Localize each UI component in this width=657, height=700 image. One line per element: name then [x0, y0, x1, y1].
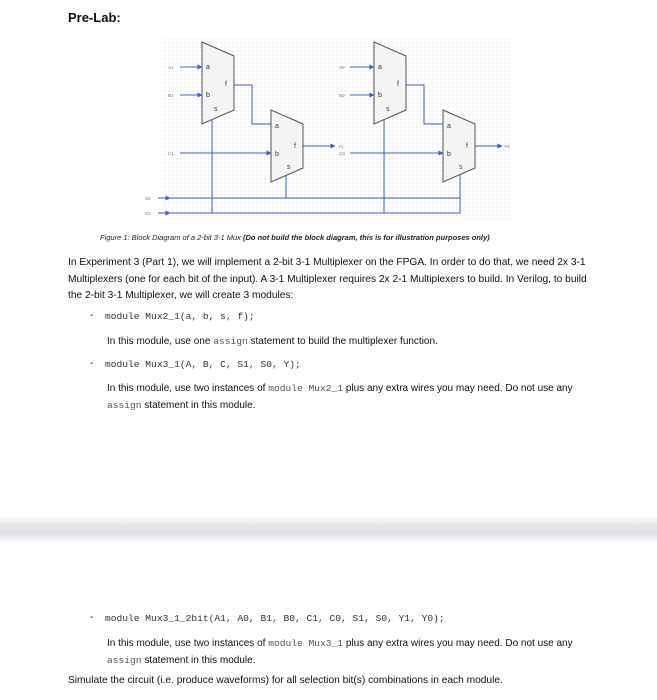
module-mux3-1-2bit-signature: module Mux3_1_2bit(A1, A0, B1, B0, C1, C0, S1, S0, Y1, Y0);: [105, 613, 445, 624]
port-label-s: s: [287, 164, 291, 171]
signal-label-c1: C1: [168, 151, 174, 156]
port-label-b: b: [447, 151, 451, 158]
port-label-s: s: [386, 106, 390, 113]
signal-label-c0: C0: [339, 151, 345, 156]
signal-label-s0: S0: [145, 196, 151, 201]
desc-text: plus any extra wires you may need. Do not use any: [343, 638, 573, 649]
caption-note: (Do not build the block diagram, this is for illustration purposes only): [242, 233, 490, 242]
mux2-1-block: [202, 42, 234, 124]
desc-code: module Mux3_1: [268, 638, 344, 649]
signal-label-y1: Y1: [338, 144, 344, 149]
caption-prefix: Figure 1: Block Diagram of a 2-bit 3-1 Mux: [100, 233, 243, 242]
block-diagram: [140, 30, 520, 226]
signal-label-y0: Y0: [504, 144, 510, 149]
desc-text: In this module, use one: [107, 336, 214, 347]
figure-caption: [100, 233, 490, 242]
signal-label-b1: B1: [168, 93, 174, 98]
intro-paragraph: In Experiment 3 (Part 1), we will implement a 2-bit 3-1 Multiplexer on the FPGA. In order to do that, we need 2x 3-1 Multiplexers (one for each bit of the input). A 3-1 Multiplexer requires 2x 2-1 Multiplexers to build. In Verilog, to build the 2-bit 3-1 Multiplexer, we will create 3 modules:: [68, 257, 587, 301]
port-label-a: a: [378, 64, 382, 71]
desc-text: In this module, use two instances of: [107, 383, 269, 394]
desc-text: statement to build the multiplexer function.: [247, 336, 438, 347]
port-label-f: f: [294, 143, 296, 150]
port-label-b: b: [275, 151, 279, 158]
module-mux3-1-signature: module Mux3_1(A, B, C, S1, S0, Y);: [105, 359, 301, 370]
simulation-instruction: Simulate the circuit (i.e. produce waveforms) for all selection bit(s) combinations in each module.: [68, 675, 503, 686]
mux3-1-instructions: [107, 381, 577, 414]
mux3-1-2bit-instructions: [107, 636, 577, 669]
port-label-f: f: [466, 143, 468, 150]
signal-label-b0: B0: [339, 93, 345, 98]
port-label-b: b: [378, 92, 382, 99]
port-label-f: f: [225, 81, 227, 88]
port-label-s: s: [459, 164, 463, 171]
bullet-dash: -: [90, 612, 94, 623]
bullet-dash: -: [90, 358, 94, 369]
desc-code: assign: [213, 336, 248, 347]
signal-label-a0: A0: [339, 65, 345, 70]
desc-text: statement in this module.: [141, 399, 256, 411]
page-separator: [0, 516, 657, 544]
module-mux2-1-signature: module Mux2_1(a, b, s, f);: [105, 311, 255, 322]
port-label-a: a: [206, 64, 210, 71]
desc-code: module Mux2_1: [268, 383, 344, 394]
mux2-1-block: [374, 42, 406, 124]
section-heading: Pre-Lab:: [68, 10, 121, 25]
signal-label-a1: A1: [168, 65, 174, 70]
port-label-a: a: [447, 123, 451, 130]
port-label-a: a: [275, 123, 279, 130]
desc-text: plus any extra wires you may need. Do not use any: [343, 383, 573, 394]
desc-code: assign: [107, 654, 142, 666]
mux2-1-instructions: [107, 334, 577, 351]
port-label-s: s: [214, 106, 218, 113]
port-label-b: b: [206, 92, 210, 99]
desc-text: statement in this module.: [141, 654, 256, 666]
desc-text: In this module, use two instances of: [107, 638, 269, 649]
bullet-dash: -: [90, 310, 94, 321]
signal-label-s1: S1: [145, 211, 151, 216]
port-label-f: f: [397, 81, 399, 88]
desc-code: assign: [107, 399, 142, 411]
